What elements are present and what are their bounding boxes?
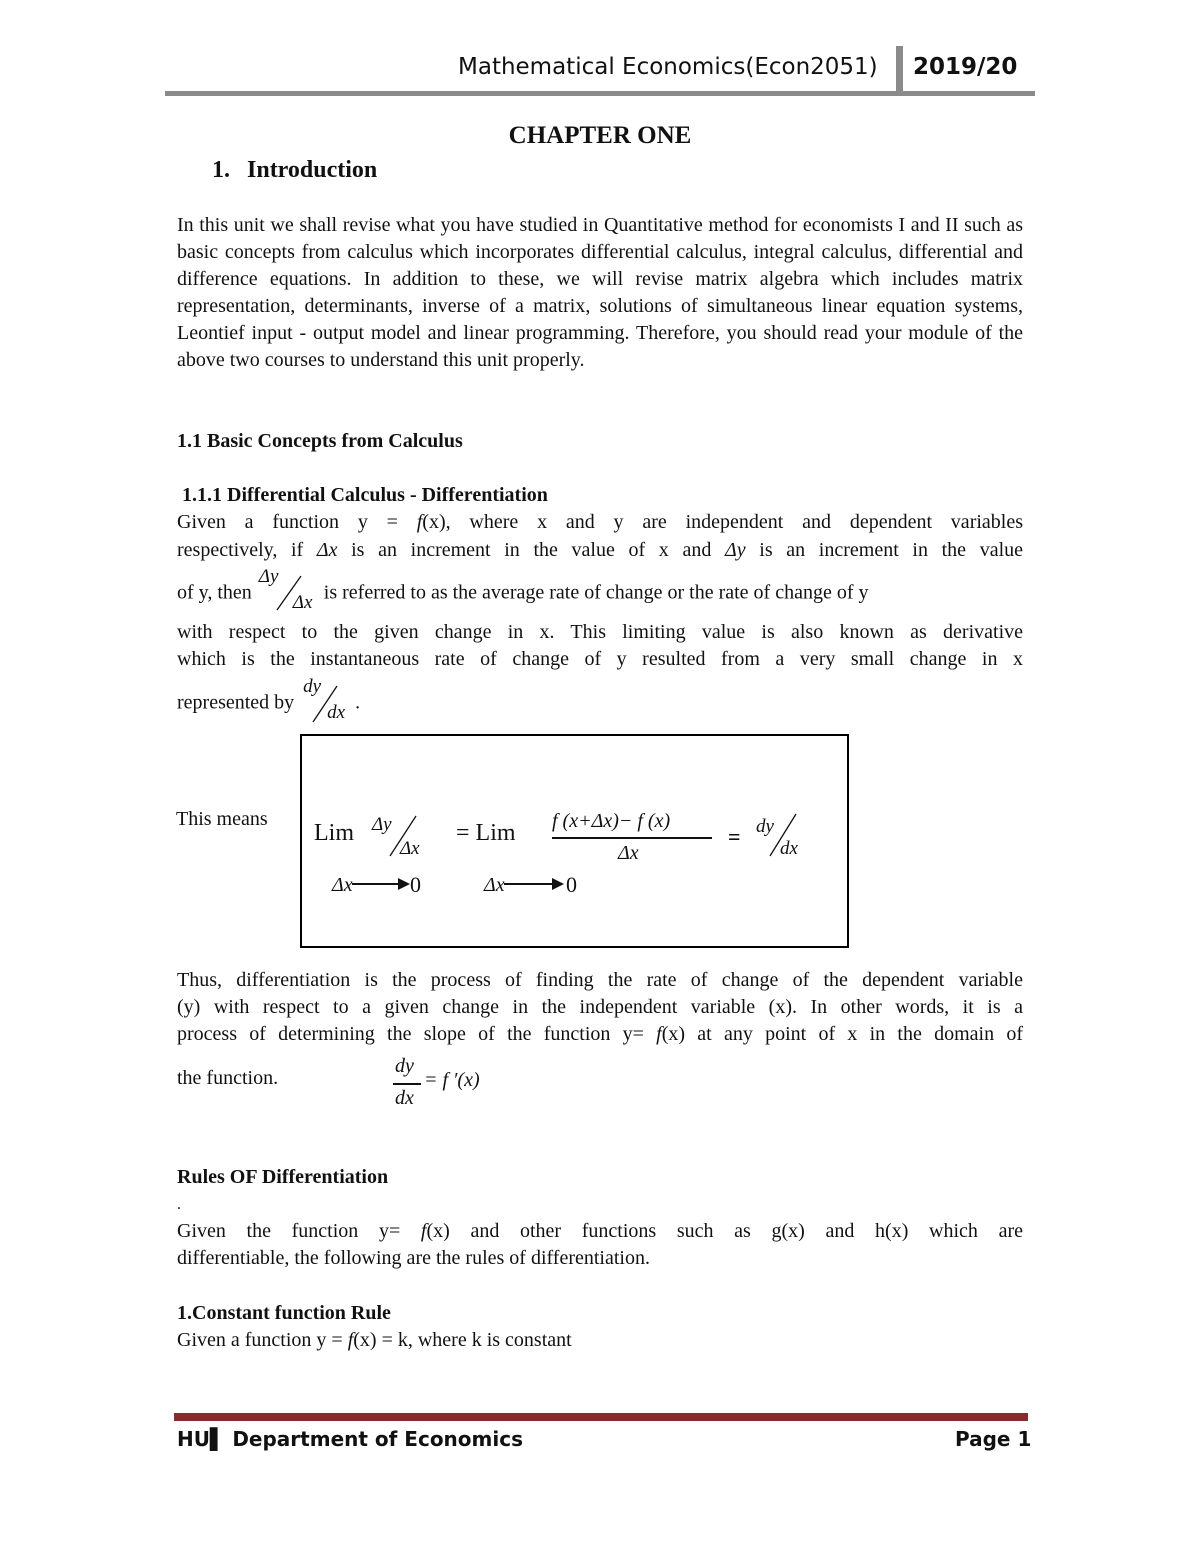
derivative-numerator: dy — [395, 1055, 414, 1077]
derivative-denominator: dx — [395, 1087, 414, 1109]
header-divider — [896, 46, 903, 92]
avg-rate-fraction: Δy Δx — [258, 566, 313, 613]
diff-line-2: respectively, if Δx is an increment in the value of x and Δy is an increment in the value — [177, 539, 1024, 561]
rules-dot: . — [177, 1196, 181, 1213]
section-title: Introduction — [247, 157, 378, 183]
rules-line-1: Given the function y= f(x) and other functions such as g(x) and h(x) which are — [177, 1220, 1023, 1242]
rules-line-2: differentiable, the following are the rules of differentiation. — [177, 1247, 650, 1269]
derivative-bar — [393, 1083, 421, 1085]
diff-line-3: of y, then Δy Δx is referred to as the average rate of change or the rate of change of y — [177, 572, 1023, 616]
arrow1-zero: 0 — [410, 872, 421, 897]
lim-2: = Lim — [456, 820, 516, 846]
rhs-denominator: dx — [780, 838, 798, 859]
header-year: 2019/20 — [913, 54, 1018, 80]
diff-quotient-numerator: f (x+Δx)− f (x) — [552, 810, 671, 832]
diff-line-6: represented by dy dx . — [177, 682, 1023, 726]
diff-line-5: which is the instantaneous rate of change of y resulted from a very small change in x — [177, 648, 1023, 670]
lim1-numerator: Δy — [372, 814, 392, 835]
footer-rule — [174, 1413, 1028, 1421]
derivative-rhs: = f ′(x) — [424, 1069, 480, 1091]
chapter-title: CHAPTER ONE — [508, 122, 692, 149]
heading-basic-concepts: 1.1 Basic Concepts from Calculus — [177, 430, 463, 452]
arrow1-delta: Δx — [332, 874, 353, 896]
section-heading — [212, 157, 377, 184]
heading-differential-calculus: 1.1.1 Differential Calculus - Differentiation — [182, 484, 548, 506]
thus-line-1: Thus, differentiation is the process of finding the rate of change of the dependent variable — [177, 969, 1023, 991]
arrow-1 — [350, 876, 414, 896]
equals-sign: = — [728, 824, 741, 849]
rules-heading: Rules OF Differentiation — [177, 1166, 389, 1188]
header-course-title: Mathematical Economics(Econ2051) — [458, 54, 878, 80]
lim-1: Lim — [314, 820, 354, 846]
rhs-numerator: dy — [756, 816, 774, 837]
section-number: 1. — [212, 157, 230, 183]
header-rule — [165, 91, 1035, 96]
limit-definition-box — [300, 734, 849, 948]
constant-rule-text: Given a function y = f(x) = k, where k is constant — [177, 1329, 572, 1351]
dy-dx-fraction: dy dx — [303, 676, 346, 723]
this-means-label: This means — [176, 808, 268, 830]
arrow-2 — [502, 876, 568, 896]
lim1-denominator: Δx — [400, 838, 420, 859]
diff-line-4: with respect to the given change in x. This limiting value is also known as derivative — [177, 621, 1023, 643]
diff-quotient-denominator: Δx — [618, 842, 639, 864]
arrow2-zero: 0 — [566, 872, 577, 897]
diff-line-1: Given a function y = f(x), where x and y are independent and dependent variables — [177, 511, 1023, 533]
footer-page-number: Page 1 — [955, 1427, 1032, 1451]
constant-rule-heading: 1.Constant function Rule — [177, 1302, 391, 1324]
footer-department: HU▌ Department of Economics — [177, 1427, 523, 1451]
diff-quotient-bar — [552, 837, 712, 839]
thus-line-2: (y) with respect to a given change in the independent variable (x). In other words, it is a — [177, 996, 1023, 1018]
arrow2-delta: Δx — [484, 874, 505, 896]
thus-line-4: the function. — [177, 1067, 279, 1089]
thus-line-3: process of determining the slope of the function y= f(x) at any point of x in the domain of — [177, 1023, 1023, 1045]
intro-paragraph: In this unit we shall revise what you have studied in Quantitative method for economists I and II such as basic concepts from calculus which incorporates differential calculus, integral calculus, differential and difference equations. In addition to these, we will revise matrix algebra which includes matrix representation, determinants, inverse of a matrix, solutions of simultaneous linear equation systems, Leontief input - output model and linear programming. Therefore, you should read your module of the above two courses to understand this unit properly. — [177, 214, 1023, 371]
